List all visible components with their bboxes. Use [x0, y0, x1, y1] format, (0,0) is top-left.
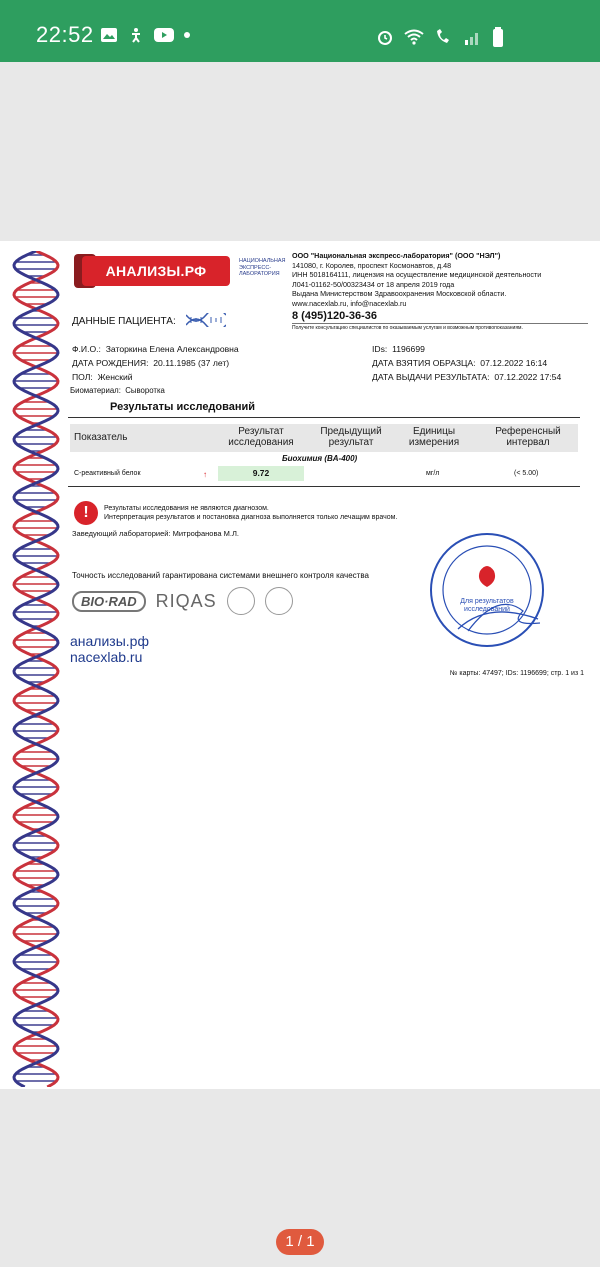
alarm-icon — [376, 28, 394, 46]
consult-note: Получите консультацию специалистов по оказываемым услугам и возможным противопоказаниям. — [292, 323, 588, 331]
divider — [68, 486, 580, 487]
gallery-icon — [100, 27, 118, 43]
sample-date-row — [372, 358, 547, 368]
sex-label: ПОЛ: — [72, 372, 93, 382]
warning-line-1: Результаты исследования не являются диагнозом. — [104, 505, 269, 512]
patient-dob-row — [72, 358, 229, 368]
lab-stamp — [428, 531, 546, 649]
status-right-icons — [376, 27, 504, 47]
accessibility-icon — [128, 27, 144, 43]
quality-logos — [72, 587, 293, 615]
lab-details — [292, 251, 588, 309]
ids-value: 1196699 — [392, 344, 425, 354]
col-indicator: Показатель — [74, 432, 128, 443]
results-table-header — [70, 424, 578, 452]
page-indicator[interactable]: 1 / 1 — [276, 1229, 324, 1255]
org-web: www.nacexlab.ru, info@nacexlab.ru — [292, 298, 407, 308]
battery-icon — [492, 27, 504, 47]
fio-label: Ф.И.О.: — [72, 344, 101, 354]
patient-material-row — [70, 386, 165, 395]
youtube-icon — [154, 28, 174, 42]
signal-icon — [464, 29, 482, 45]
row-result: 9.72 — [218, 466, 304, 481]
divider — [68, 417, 580, 418]
org-name: ООО "Национальная экспресс-лаборатория" (ООО "НЭЛ") — [292, 251, 501, 260]
sample-date-label: ДАТА ВЗЯТИЯ ОБРАЗЦА: — [372, 358, 476, 368]
result-date-label: ДАТА ВЫДАЧИ РЕЗУЛЬТАТА: — [372, 372, 490, 382]
sample-date: 07.12.2022 16:14 — [480, 358, 548, 368]
col-reference: Референсный интервал — [495, 426, 561, 448]
dot-icon — [184, 32, 190, 38]
status-left-icons — [100, 27, 190, 43]
row-unit: мг/л — [426, 470, 440, 477]
warning-line-2: Интерпретация результатов и постановка диагноза выполняется только лечащим врачом. — [104, 514, 398, 521]
dna-small-icon — [186, 313, 226, 327]
page-footer: № карты: 47497; IDs: 1196699; стр. 1 из 1 — [449, 670, 584, 677]
row-reference: (< 5.00) — [514, 470, 539, 477]
biorad-logo: BIO·RAD — [72, 591, 146, 612]
lab-logo-subtitle: НАЦИОНАЛЬНАЯ ЭКСПРЕСС-ЛАБОРАТОРИЯ — [239, 258, 286, 277]
lab-phone: 8 (495)120-36-36 — [292, 310, 378, 322]
row-indicator: С-реактивный белок — [74, 470, 141, 477]
patient-fio-row — [72, 344, 239, 354]
link-analizy[interactable]: анализы.рф — [70, 633, 149, 649]
warning-icon: ! — [74, 501, 98, 525]
patient-data-label: ДАННЫЕ ПАЦИЕНТА: — [72, 316, 176, 327]
material-label: Биоматериал: — [70, 386, 121, 395]
dna-decoration — [8, 251, 64, 1087]
lab-report — [68, 241, 588, 1089]
result-date: 07.12.2022 17:54 — [494, 372, 562, 382]
patient-dob: 20.11.1985 (37 лет) — [153, 358, 230, 368]
up-arrow-icon: ↑ — [203, 470, 207, 479]
dob-label: ДАТА РОЖДЕНИЯ: — [72, 358, 149, 368]
org-address: 141080, г. Королев, проспект Космонавтов, д.48 — [292, 260, 452, 270]
ids-label: IDs: — [372, 344, 388, 354]
wifi-icon — [404, 29, 424, 45]
quality-seal-icon — [227, 587, 255, 615]
org-license: Л041-01162-50/00323434 от 18 апреля 2019 года — [292, 279, 455, 289]
quality-text: Точность исследований гарантирована системами внешнего контроля качества — [72, 571, 369, 580]
warning-text — [104, 504, 397, 522]
stamp-text: Для результатов — [460, 598, 514, 605]
head-of-lab: Заведующий лабораторией: Митрофанова М.Л. — [72, 529, 239, 538]
svg-text:исследований: исследований — [464, 606, 510, 613]
link-nacexlab[interactable]: nacexlab.ru — [70, 649, 143, 665]
patient-fio: Заторкина Елена Александровна — [105, 344, 239, 354]
lab-links — [70, 633, 149, 665]
patient-sex-row — [72, 372, 133, 382]
col-result: Результат исследования — [228, 426, 294, 448]
result-date-row — [372, 372, 561, 382]
patient-material: Сыворотка — [125, 386, 165, 395]
lab-logo: АНАЛИЗЫ.РФ — [82, 256, 230, 286]
org-inn: ИНН 5018164111, лицензия на осуществление медицинской деятельности — [292, 270, 542, 280]
ids-row — [372, 344, 425, 354]
wifi-call-icon — [434, 28, 454, 46]
results-title: Результаты исследований — [110, 401, 256, 413]
section-biochemistry: Биохимия (BA-400) — [282, 454, 358, 463]
col-units: Единицы измерения — [408, 426, 460, 448]
status-bar — [0, 0, 600, 62]
patient-sex: Женский — [97, 372, 133, 382]
fsvok-seal-icon — [265, 587, 293, 615]
status-time: 22:52 — [36, 22, 94, 47]
document-page[interactable] — [0, 241, 600, 1089]
col-previous: Предыдущий результат — [320, 426, 382, 448]
riqas-logo: RIQAS — [155, 590, 217, 611]
org-issued: Выдана Министерством Здравоохранения Московской области. — [292, 289, 507, 299]
